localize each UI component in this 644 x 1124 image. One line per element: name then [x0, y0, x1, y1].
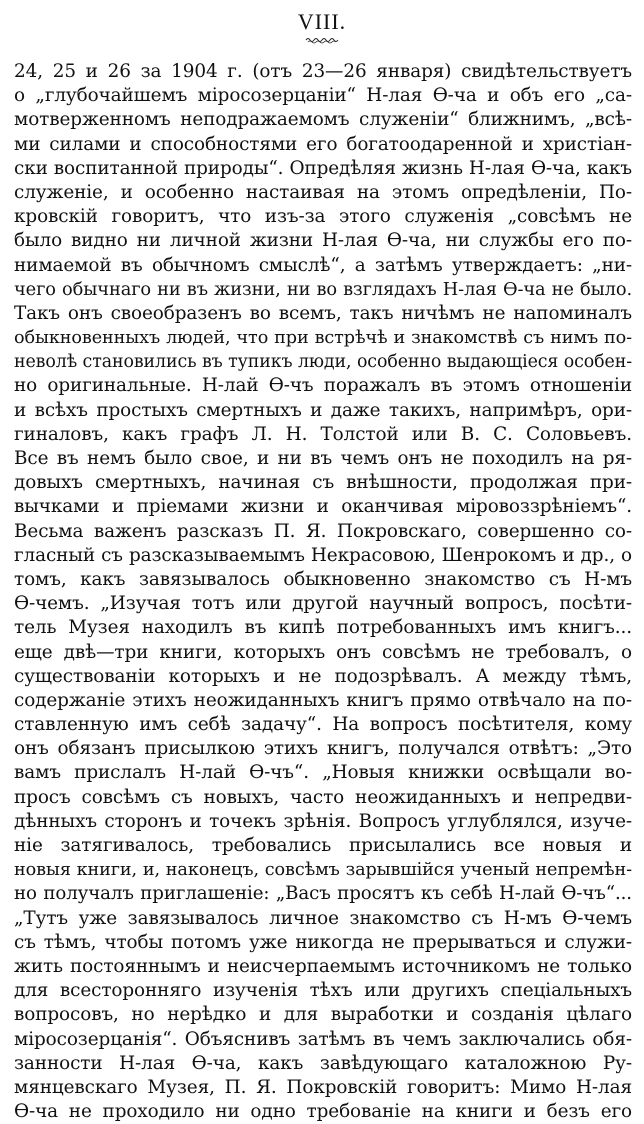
text-line: мотверженномъ неподражаемомъ служеніи“ ближнимъ, „всѣ-	[14, 109, 632, 131]
body-text	[14, 60, 632, 1124]
text-line: нимаемой въ обычномъ смыслѣ“, а затѣмъ утверждаетъ: „ни-	[14, 254, 632, 276]
text-line: мянцевскаго Музея, П. Я. Покровскій говоритъ: Мимо Н-лая	[14, 1076, 632, 1098]
text-line: для всесторонняго изученія тѣхъ или другихъ спеціальныхъ	[14, 980, 632, 1002]
text-line: гиналовъ, какъ графъ Л. Н. Толстой или В. С. Соловьевъ.	[14, 423, 632, 445]
text-line: вопросовъ, но нерѣдко и для выработки и созданія цѣлаго	[14, 1004, 632, 1026]
text-line: вамъ прислалъ Н-лай Ѳ-чъ“. „Новыя книжки освѣщали во-	[14, 762, 632, 784]
text-line: о „глубочайшемъ міросозерцаніи“ Н-лая Ѳ-ча и объ его „са-	[14, 85, 632, 107]
text-line: съ тѣмъ, чтобы потомъ уже никогда не прерываться и служи-	[14, 931, 632, 953]
text-line: кровскій говоритъ, что изъ-за этого служенія „совсѣмъ не	[14, 206, 632, 228]
text-line: неволѣ становились въ тупикъ люди, особенно выдающіеся особен-	[14, 352, 632, 373]
text-line: дѣнныхъ сторонъ и точекъ зрѣнія. Вопросъ углублялся, изуче-	[14, 810, 632, 832]
text-line: служеніе, и особенно настаивая на этомъ опредѣленіи, По-	[14, 181, 632, 203]
text-line: вычками и пріемами жизни и оканчивая міровоззрѣніемъ“.	[14, 496, 632, 518]
text-line: Ѳ-ча не проходило ни одно требованіе на книги и безъ его	[14, 1101, 632, 1123]
wavy-ornament-icon	[305, 36, 339, 44]
text-line: ніе затягивалось, требовались присылались все новыя и	[14, 835, 632, 856]
text-line: ски воспитанной природы“. Опредѣляя жизнь Н-лая Ѳ-ча, какъ	[14, 157, 632, 179]
text-line: но оригинальные. Н-лай Ѳ-чъ поражалъ въ этомъ отношеніи	[14, 375, 632, 397]
text-line: ставленную имъ себѣ задачу“. На вопросъ посѣтителя, кому	[14, 714, 632, 736]
text-line: міросозерцанія“. Объяснивъ затѣмъ въ чемъ заключались обя-	[14, 1028, 632, 1050]
page-header	[0, 10, 644, 44]
text-line: жить постояннымъ и неисчерпаемымъ источникомъ не только	[14, 955, 632, 977]
text-line: гласный съ разсказываемымъ Некрасовою, Шенрокомъ и др., о	[14, 544, 632, 566]
text-line: еще двѣ—три книги, которыхъ онъ совсѣмъ не требовалъ, о	[14, 641, 632, 663]
text-line: Все въ немъ было свое, и ни въ чемъ онъ не походилъ на ря-	[14, 448, 632, 469]
text-line: ми силами и способностями его богатоодаренной и христіан-	[14, 133, 632, 155]
text-line: существованіи которыхъ и не подозрѣвалъ. А между тѣмъ,	[14, 665, 632, 687]
text-line: Весьма важенъ разсказъ П. Я. Покровскаго, совершенно со-	[14, 520, 632, 542]
text-line: занности Н-лая Ѳ-ча, какъ завѣдующаго каталожною Ру-	[14, 1052, 632, 1074]
text-line: 24, 25 и 26 за 1904 г. (отъ 23—26 января) свидѣтельствуетъ	[14, 61, 632, 82]
text-line: просъ совсѣмъ съ новыхъ, часто неожиданныхъ и непредви-	[14, 786, 632, 808]
text-line: было видно ни личной жизни Н-лая Ѳ-ча, ни службы его по-	[14, 230, 632, 252]
text-line: онъ обязанъ присылкою этихъ книгъ, получался отвѣтъ: „Это	[14, 738, 632, 760]
text-line: новыя книги, и, наконецъ, совсѣмъ зарывшійся ученый непремѣн-	[14, 860, 632, 881]
text-line: но получалъ приглашеніе: „Васъ просятъ къ себѣ Н-лай Ѳ-чъ“...	[14, 883, 632, 905]
text-line: содержаніе этихъ неожиданныхъ книгъ прямо отвѣчало на по-	[14, 689, 632, 711]
text-line: томъ, какъ завязывалось обыкновенно знакомство съ Н-мъ	[14, 568, 632, 590]
text-line: тель Музея находилъ въ кипѣ потребованныхъ имъ книгъ...	[14, 617, 632, 639]
text-line: „Тутъ уже завязывалось личное знакомство съ Н-мъ Ѳ-чемъ	[14, 907, 632, 929]
text-line: довыхъ смертныхъ, начиная съ внѣшности, продолжая при-	[14, 472, 632, 494]
text-line: Ѳ-чемъ. „Изучая тотъ или другой научный вопросъ, посѣти-	[14, 593, 632, 615]
text-line: и всѣхъ простыхъ смертныхъ и даже такихъ, напримѣръ, ори-	[14, 399, 632, 421]
text-line: обыкновенныхъ людей, что при встрѣчѣ и знакомствѣ съ нимъ по-	[14, 328, 632, 349]
text-line: Такъ онъ своеобразенъ во всемъ, такъ ничѣмъ не напоминалъ	[14, 302, 632, 324]
text-line: чего обычнаго ни въ жизни, ни во взглядахъ Н-лая Ѳ-ча не было.	[14, 278, 632, 300]
page-number: VIII.	[297, 9, 347, 34]
